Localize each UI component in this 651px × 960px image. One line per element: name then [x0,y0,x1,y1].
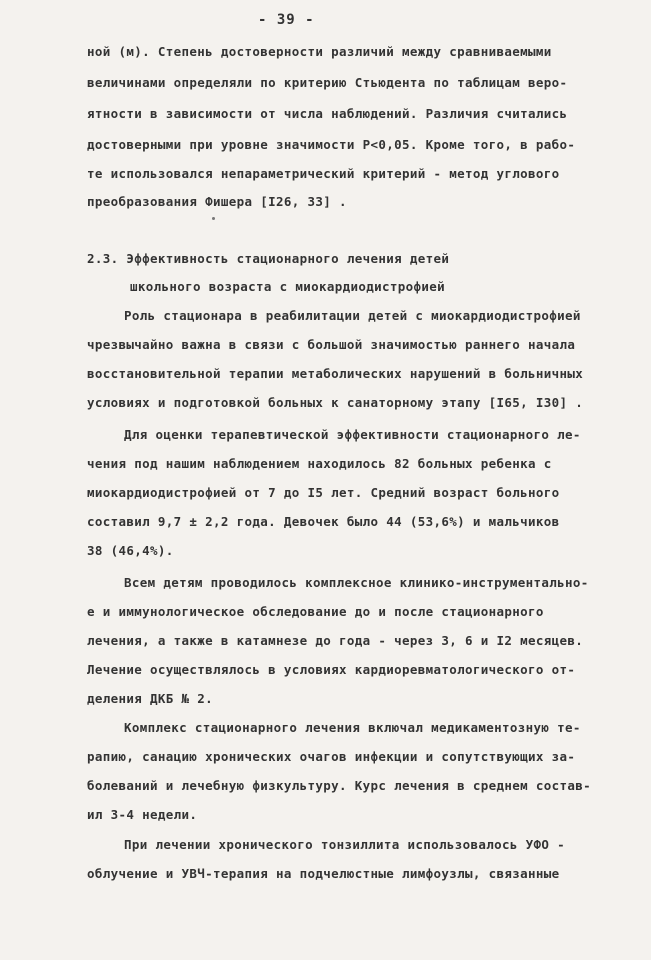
page-number: - 39 - [258,12,315,28]
text-line: деления ДКБ № 2. [87,691,214,706]
text-line: достоверными при уровне значимости P<0,05. Кроме того, в рабо- [87,137,576,152]
text-line: чения под нашим наблюдением находилось 82 больных ребенка с [87,456,552,471]
text-line: лечения, а также в катамнезе до года - через 3, 6 и I2 месяцев. [87,633,584,648]
print-speck [212,217,215,220]
text-line: Лечение осуществлялось в условиях кардиоревматологического от- [87,662,576,677]
text-line: облучение и УВЧ-терапия на подчелюстные лимфоузлы, связанные [87,866,560,881]
text-line: При лечении хронического тонзиллита использовалось УФО - [124,837,566,852]
section-heading-line: школьного возраста с миокардиодистрофией [130,279,446,294]
text-line: рапию, санацию хронических очагов инфекции и сопутствующих за- [87,749,576,764]
text-line: величинами определяли по критерию Стьюдента по таблицам веро- [87,75,568,90]
text-line: преобразования Фишера [I26, 33] . [87,194,347,209]
text-line: Комплекс стационарного лечения включал медикаментозную те- [124,720,581,735]
text-line: составил 9,7 ± 2,2 года. Девочек было 44 (53,6%) и мальчиков [87,514,560,529]
text-line: 38 (46,4%). [87,543,174,558]
text-line: чрезвычайно важна в связи с большой значимостью раннего начала [87,337,576,352]
text-line: восстановительной терапии метаболических нарушений в больничных [87,366,584,381]
text-line: условиях и подготовкой больных к санаторному этапу [I65, I30] . [87,395,584,410]
section-heading-line: 2.3. Эффективность стационарного лечения детей [87,251,450,266]
text-line: ятности в зависимости от числа наблюдений. Различия считались [87,106,568,121]
text-line: Роль стационара в реабилитации детей с миокардиодистрофией [124,308,581,323]
text-line: Всем детям проводилось комплексное клинико-инструментально- [124,575,589,590]
text-line: ил 3-4 недели. [87,807,198,822]
text-line: миокардиодистрофией от 7 до I5 лет. Средний возраст больного [87,485,560,500]
text-line: те использовался непараметрический критерий - метод углового [87,166,560,181]
text-line: болеваний и лечебную физкультуру. Курс лечения в среднем состав- [87,778,592,793]
text-line: Для оценки терапевтической эффективности стационарного ле- [124,427,581,442]
text-line: е и иммунологическое обследование до и после стационарного [87,604,544,619]
text-line: ной (м). Степень достоверности различий между сравниваемыми [87,44,552,59]
